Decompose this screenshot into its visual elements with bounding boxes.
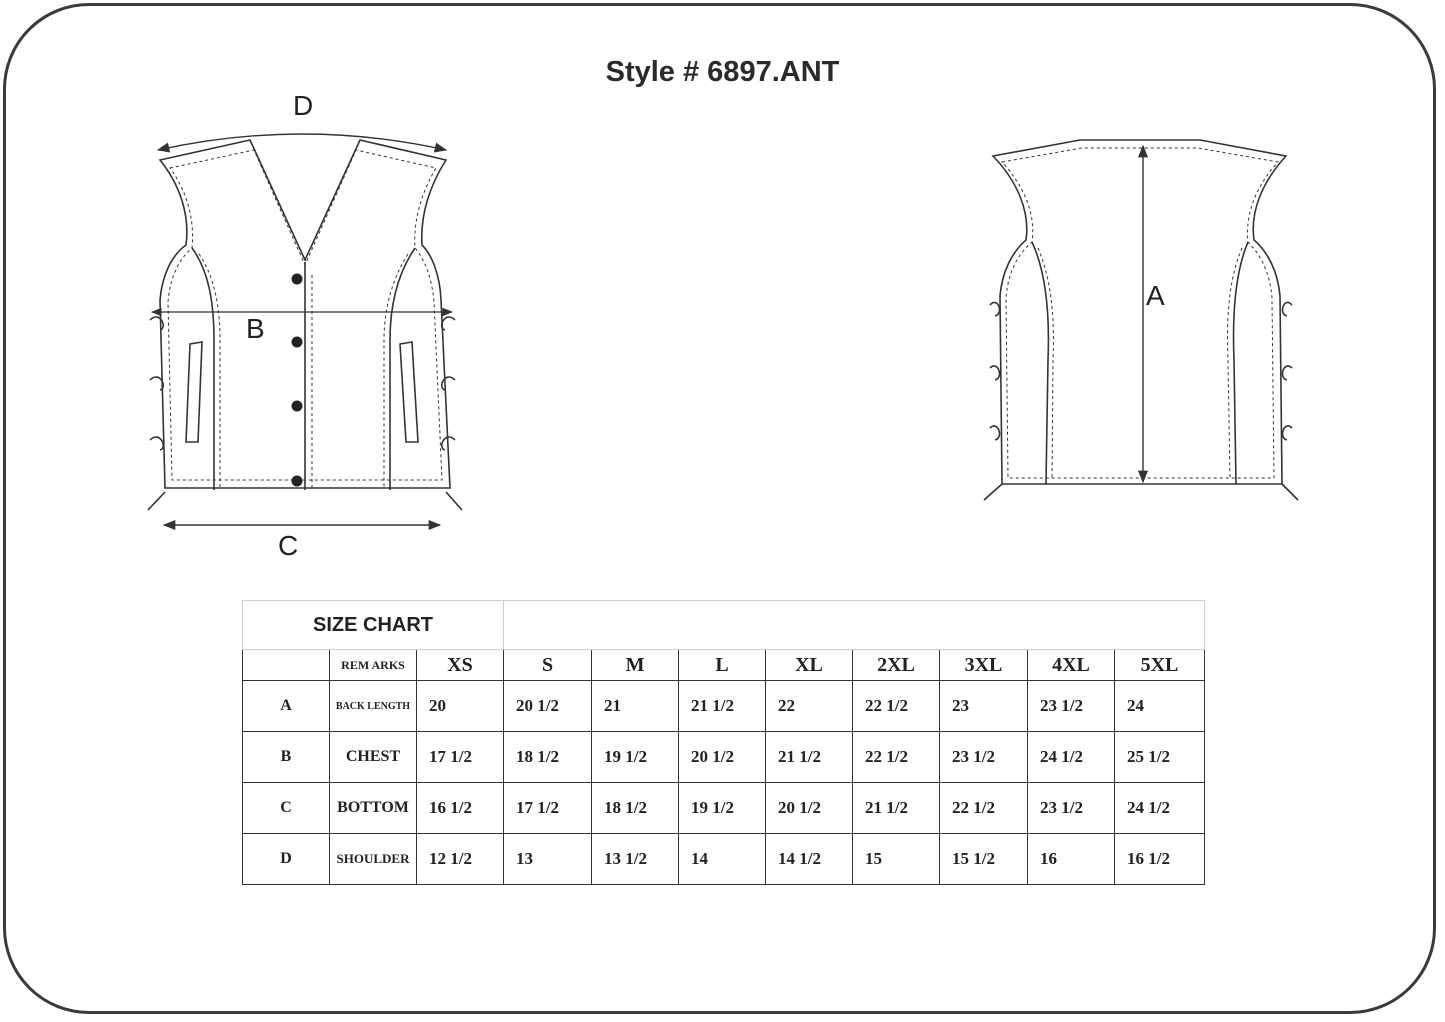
size-header: M — [592, 650, 679, 681]
table-cell: 24 — [1115, 681, 1205, 732]
size-header: 3XL — [940, 650, 1028, 681]
dimension-label-b: B — [246, 313, 265, 344]
size-header: 2XL — [853, 650, 940, 681]
dimension-arrow-d — [158, 134, 446, 150]
front-buttons — [292, 274, 303, 487]
size-header-row — [243, 650, 1205, 681]
table-cell: 23 — [940, 681, 1028, 732]
size-header: 4XL — [1028, 650, 1115, 681]
row-remark: SHOULDER — [330, 834, 417, 885]
table-cell: 16 — [1028, 834, 1115, 885]
size-header: 5XL — [1115, 650, 1205, 681]
table-cell: 15 — [853, 834, 940, 885]
table-cell: 22 1/2 — [853, 681, 940, 732]
table-cell: 18 1/2 — [504, 732, 592, 783]
table-row — [243, 834, 1205, 885]
table-cell: 20 1/2 — [504, 681, 592, 732]
table-cell: 24 1/2 — [1115, 783, 1205, 834]
table-cell: 19 1/2 — [679, 783, 766, 834]
table-cell: 22 1/2 — [940, 783, 1028, 834]
table-cell: 12 1/2 — [417, 834, 504, 885]
back-vest — [984, 140, 1298, 500]
table-cell: 20 1/2 — [679, 732, 766, 783]
table-cell: 14 — [679, 834, 766, 885]
table-cell: 23 1/2 — [940, 732, 1028, 783]
table-cell: 21 — [592, 681, 679, 732]
table-cell: 19 1/2 — [592, 732, 679, 783]
style-title: Style # 6897.ANT — [605, 56, 840, 88]
size-chart-title: SIZE CHART — [243, 601, 504, 650]
table-cell: 20 — [417, 681, 504, 732]
table-cell: 20 1/2 — [766, 783, 853, 834]
size-header: S — [504, 650, 592, 681]
table-cell: 23 1/2 — [1028, 783, 1115, 834]
table-cell: 23 1/2 — [1028, 681, 1115, 732]
table-cell: 15 1/2 — [940, 834, 1028, 885]
table-cell: 14 1/2 — [766, 834, 853, 885]
row-letter: A — [243, 681, 330, 732]
table-cell: 13 — [504, 834, 592, 885]
row-letter: C — [243, 783, 330, 834]
table-cell: 24 1/2 — [1028, 732, 1115, 783]
table-cell: 21 1/2 — [853, 783, 940, 834]
table-cell: 17 1/2 — [417, 732, 504, 783]
dimension-label-a: A — [1146, 280, 1165, 311]
remarks-header: REM ARKS — [330, 650, 417, 681]
table-row — [243, 783, 1205, 834]
table-cell: 16 1/2 — [417, 783, 504, 834]
size-header: XL — [766, 650, 853, 681]
table-cell: 21 1/2 — [679, 681, 766, 732]
dimension-label-c: C — [278, 530, 299, 561]
table-cell: 22 — [766, 681, 853, 732]
row-remark: BACK LENGTH — [330, 681, 417, 732]
table-cell: 22 1/2 — [853, 732, 940, 783]
table-row — [243, 681, 1205, 732]
table-cell: 16 1/2 — [1115, 834, 1205, 885]
table-cell: 25 1/2 — [1115, 732, 1205, 783]
size-header: L — [679, 650, 766, 681]
table-cell: 18 1/2 — [592, 783, 679, 834]
row-remark: BOTTOM — [330, 783, 417, 834]
row-remark: CHEST — [330, 732, 417, 783]
size-header: XS — [417, 650, 504, 681]
table-row — [243, 732, 1205, 783]
row-letter: B — [243, 732, 330, 783]
row-letter: D — [243, 834, 330, 885]
table-cell: 17 1/2 — [504, 783, 592, 834]
front-vest — [148, 140, 462, 510]
size-chart-table — [242, 600, 1205, 885]
dimension-label-d: D — [293, 90, 314, 121]
table-cell: 13 1/2 — [592, 834, 679, 885]
table-cell: 21 1/2 — [766, 732, 853, 783]
